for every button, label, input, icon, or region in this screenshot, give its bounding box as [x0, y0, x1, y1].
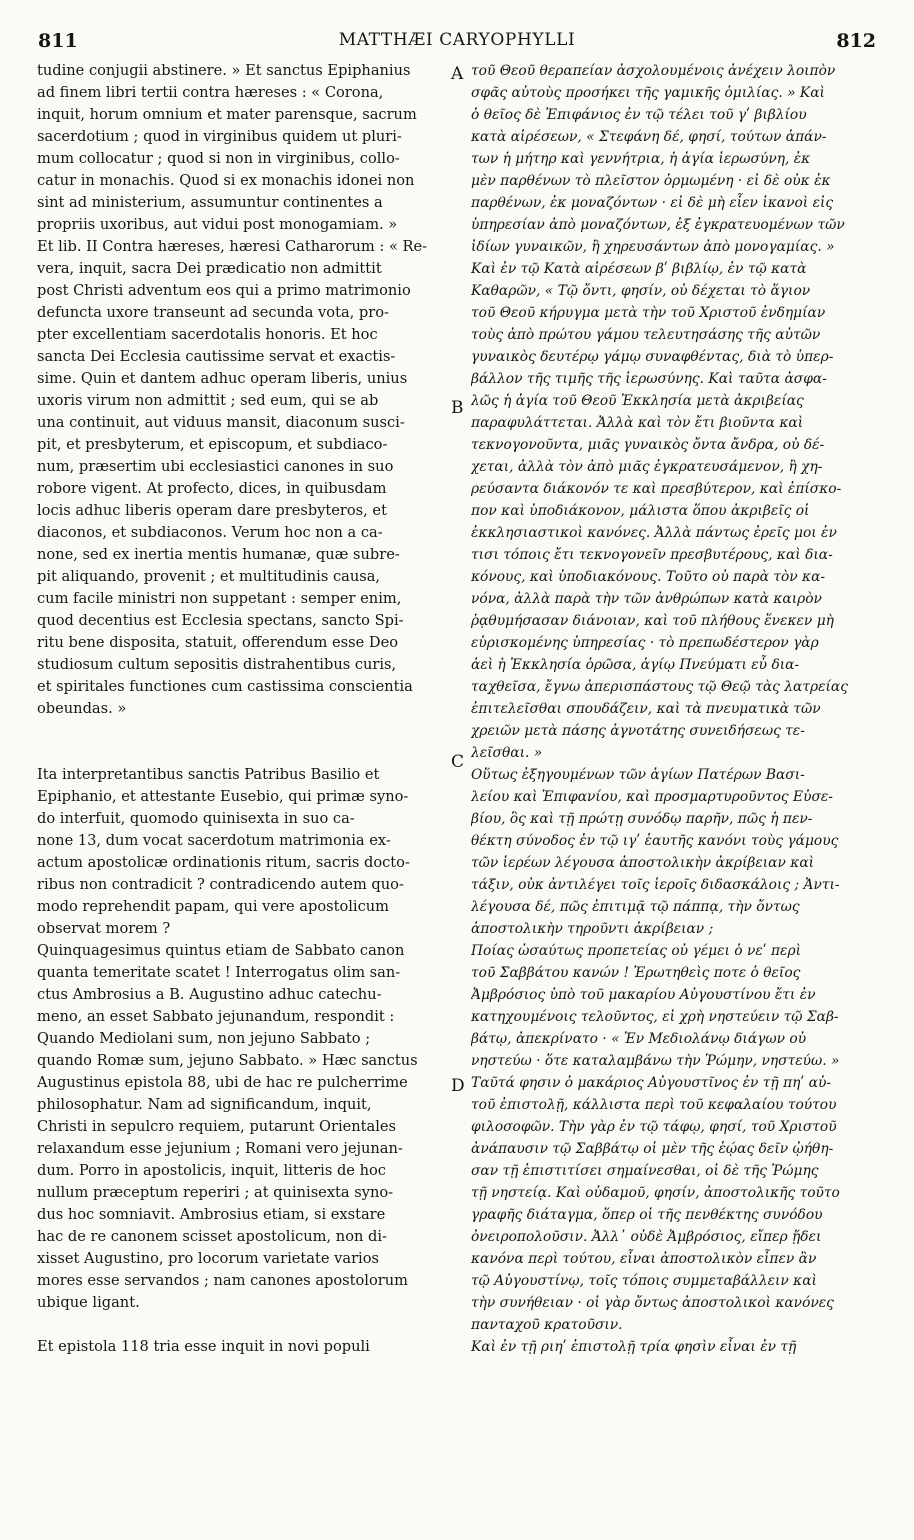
text-line: Ποίας ὡσαύτως προπετείας οὐ γέμει ὁ νεʹ περὶ	[471, 943, 801, 959]
text-line: ἐπιτελεῖσθαι σπουδάζειν, καὶ τὰ πνευματικὰ τῶν	[471, 701, 821, 717]
text-line: Epiphanio, et attestante Eusebio, qui primæ syno-	[37, 788, 409, 805]
text-line: νόνα, ἀλλὰ παρὰ τὴν τῶν ἀνθρώπων κατὰ καιρὸν	[471, 591, 822, 607]
text-line: observat morem ?	[37, 920, 171, 937]
text-line: ῥᾳθυμήσασαν διάνοιαν, καὶ τοῦ πλήθους ἕνεκεν μὴ	[471, 613, 834, 629]
text-line: ritu bene disposita, statuit, offerendum esse Deo	[37, 634, 398, 651]
text-line: ρεύσαντα διάκονόν τε καὶ πρεσβύτερον, καὶ ἐπίσκο-	[471, 481, 842, 497]
text-line: κανόνα περὶ τούτου, εἶναι ἀποστολικὸν εἶπεν ἂν	[471, 1251, 817, 1267]
text-line: σαν τῇ ἐπιστιτίσει σημαίνεσθαι, οἱ δὲ τῆς Ῥώμης	[471, 1163, 819, 1179]
text-line: Quinquagesimus quintus etiam de Sabbato canon	[37, 942, 405, 959]
text-line: mores esse servandos ; nam canones apostolorum	[37, 1272, 408, 1289]
text-line: γραφῆς διάταγμα, ὅπερ οἱ τῆς πενθέκτης συνόδου	[471, 1207, 823, 1223]
text-line: τοὺς ἀπὸ πρώτου γάμου τελευτησάσης τῆς αὐτῶν	[471, 327, 821, 343]
text-line: ἀνάπαυσιν τῷ Σαββάτῳ οἱ μὲν τῆς ἑῴας δεῖν ᾠήθη-	[471, 1141, 834, 1157]
text-line: quod decentius est Ecclesia spectans, sancto Spi-	[37, 612, 404, 629]
text-line: ἀεὶ ἡ Ἐκκλησία ὁρῶσα, ἁγίῳ Πνεύματι εὖ δια-	[471, 657, 800, 673]
text-line: ὀνειροπολοῦσιν. Ἀλλ᾽ οὐδὲ Ἀμβρόσιος, εἴπερ ᾔδει	[471, 1229, 822, 1245]
text-line: κατὰ αἱρέσεων, « Στεφάνη δέ, φησί, τούτων ἁπάν-	[471, 129, 827, 145]
text-line: do interfuit, quomodo quinisexta in suo ca-	[37, 810, 355, 827]
text-line: ctus Ambrosius a B. Augustino adhuc catechu-	[37, 986, 382, 1003]
text-line: ubique ligant.	[37, 1294, 140, 1311]
text-line: ribus non contradicit ? contradicendo autem quo-	[37, 876, 404, 893]
text-line: χεται, ἀλλὰ τὸν ἀπὸ μιᾶς ἐγκρατευσάμενον, ἢ χη-	[471, 459, 823, 475]
text-line: inquit, horum omnium et mater parensque, sacrum	[37, 106, 417, 123]
text-line: xisset Augustino, pro locorum varietate varios	[37, 1250, 379, 1267]
text-line: παραφυλάττεται. Ἀλλὰ καὶ τὸν ἔτι βιοῦντα καὶ	[471, 415, 804, 431]
text-line: pter excellentiam sacerdotalis honoris. Et hoc	[37, 326, 378, 343]
text-line: πανταχοῦ κρατοῦσιν.	[471, 1317, 623, 1333]
text-line: quando Romæ sum, jejuno Sabbato. » Hæc sanctus	[37, 1052, 418, 1069]
text-line: τοῦ ἐπιστολῇ, κάλλιστα περὶ τοῦ κεφαλαίου τούτου	[471, 1097, 837, 1113]
text-line: sancta Dei Ecclesia cautissime servat et exactis-	[37, 348, 396, 365]
text-line: τεκνογονοῦντα, μιᾶς γυναικὸς ὄντα ἄνδρα, οὐ δέ-	[471, 437, 825, 453]
text-line: post Christi adventum eos qui a primo matrimonio	[37, 282, 411, 299]
text-line: μὲν παρθένων τὸ πλεῖστον ὁρμωμένη · εἰ δὲ οὐκ ἐκ	[471, 173, 831, 189]
text-line: none 13, dum vocat sacerdotum matrimonia ex-	[37, 832, 391, 849]
text-line: diaconos, et subdiaconos. Verum hoc non a ca-	[37, 524, 383, 541]
text-line: ταχθεῖσα, ἔγνω ἀπερισπάστους τῷ Θεῷ τὰς λατρείας	[471, 679, 848, 695]
text-line: dus hoc somniavit. Ambrosius etiam, si exstare	[37, 1206, 386, 1223]
right-page-number: 812	[836, 30, 876, 52]
left-page-number: 811	[38, 30, 78, 52]
text-line: τάξιν, οὐκ ἀντιλέγει τοῖς ἱεροῖς διδασκάλοις ; Ἀντι-	[471, 877, 840, 893]
text-line: βάλλον τῆς τιμῆς τῆς ἱερωσύνης. Καὶ ταῦτα ἀσφα-	[471, 371, 827, 387]
text-line: catur in monachis. Quod si ex monachis idonei non	[37, 172, 415, 189]
text-line: ἐκκλησιαστικοὶ κανόνες. Ἀλλὰ πάντως ἐρεῖς μοι ἐν	[471, 525, 837, 541]
text-line: Οὕτως ἐξηγουμένων τῶν ἁγίων Πατέρων Βασι-	[471, 767, 805, 783]
text-line: τῷ Αὐγουστίνῳ, τοῖς τόποις συμμεταβάλλειν καὶ	[471, 1273, 817, 1289]
text-line: γυναικὸς δευτέρῳ γάμῳ συναφθέντας, διὰ τὸ ὑπερ-	[471, 349, 834, 365]
text-line: Et epistola 118 tria esse inquit in novi populi	[37, 1338, 370, 1355]
text-line: Quando Mediolani sum, non jejuno Sabbato ;	[37, 1030, 371, 1047]
text-line: una continuit, aut viduus mansit, diaconum susci-	[37, 414, 405, 431]
text-line: defuncta uxore transeunt ad secunda vota, pro-	[37, 304, 389, 321]
text-line: Ταῦτά φησιν ὁ μακάριος Αὐγουστῖνος ἐν τῇ πηʹ αὐ-	[471, 1075, 831, 1091]
text-line: num, præsertim ubi ecclesiastici canones in suo	[37, 458, 394, 475]
text-line: cum facile ministri non suppetant : semper enim,	[37, 590, 402, 607]
text-line: παρθένων, ἐκ μοναζόντων · εἰ δὲ μὴ εἶεν ἱκανοὶ εἰς	[471, 195, 834, 211]
text-line: pit aliquando, provenit ; et multitudinis causa,	[37, 568, 381, 585]
text-line: κατηχουμένοις τελοῦντος, εἰ χρὴ νηστεύειν τῷ Σαβ-	[471, 1009, 839, 1025]
text-line: χρειῶν μετὰ πάσης ἁγνοτάτης συνειδήσεως τε-	[471, 723, 805, 739]
running-title: MATTHÆI CARYOPHYLLI	[338, 30, 576, 50]
text-line: hac de re canonem scisset apostolicum, non di-	[37, 1228, 387, 1245]
text-line: Christi in sepulcro requiem, putarunt Orientales	[37, 1118, 397, 1135]
paragraph-gap	[37, 742, 445, 764]
text-line: τῇ νηστείᾳ. Καὶ οὐδαμοῦ, φησίν, ἀποστολικῆς τοῦτο	[471, 1185, 840, 1201]
text-line: τοῦ Θεοῦ θεραπείαν ἀσχολουμένοις ἀνέχειν λοιπὸν	[471, 63, 836, 79]
margin-marker-d: D	[451, 1076, 465, 1096]
text-line: κόνους, καὶ ὑποδιακόνους. Τοῦτο οὐ παρὰ τὸν κα-	[471, 569, 826, 585]
text-line: βάτῳ, ἀπεκρίνατο · « Ἐν Μεδιολάνῳ διάγων οὐ	[471, 1031, 807, 1047]
text-line: Ita interpretantibus sanctis Patribus Basilio et	[37, 766, 380, 783]
text-line: των ἡ μήτηρ καὶ γεννήτρια, ἡ ἁγία ἱερωσύνη, ἐκ	[471, 151, 811, 167]
text-line: λῶς ἡ ἁγία τοῦ Θεοῦ Ἐκκλησία μετὰ ἀκριβείας	[471, 393, 804, 409]
text-line: none, sed ex inertia mentis humanæ, quæ subre-	[37, 546, 400, 563]
paragraph-gap	[37, 1314, 445, 1336]
text-line: ὑπηρεσίαν ἀπὸ μοναζόντων, ἐξ ἐγκρατευομένων τῶν	[471, 217, 845, 233]
text-line: tudine conjugii abstinere. » Et sanctus Epiphanius	[37, 62, 411, 79]
text-line: τισι τόποις ἔτι τεκνογονεῖν πρεσβυτέρους, καὶ δια-	[471, 547, 833, 563]
text-line: pit, et presbyterum, et episcopum, et subdiaco-	[37, 436, 388, 453]
text-line: τοῦ Σαββάτου κανών ! Ἐρωτηθεὶς ποτε ὁ θεῖος	[471, 965, 801, 981]
margin-marker-a: A	[451, 64, 464, 84]
text-line: sint ad ministerium, assumuntur continentes a	[37, 194, 383, 211]
latin-column	[37, 60, 445, 1358]
text-line: relaxandum esse jejunium ; Romani vero jejunan-	[37, 1140, 403, 1157]
text-line: Καὶ ἐν τῇ ριηʹ ἐπιστολῇ τρία φησὶν εἶναι ἐν τῇ	[471, 1339, 797, 1355]
text-line: Et lib. II Contra hæreses, hæresi Catharorum : « Re-	[37, 238, 428, 255]
text-line: ὁ θεῖος δὲ Ἐπιφάνιος ἐν τῷ τέλει τοῦ γʹ βιβλίου	[471, 107, 807, 123]
text-line: modo reprehendit papam, qui vere apostolicum	[37, 898, 390, 915]
text-line: ἀποστολικὴν τηροῦντι ἀκρίβειαν ;	[471, 921, 714, 937]
text-line: τὴν συνήθειαν · οἱ γὰρ ὄντως ἀποστολικοὶ κανόνες	[471, 1295, 834, 1311]
text-line: σφᾶς αὐτοὺς προσήκει τῆς γαμικῆς ὁμιλίας. » Καὶ	[471, 85, 825, 101]
text-line: dum. Porro in apostolicis, inquit, litteris de hoc	[37, 1162, 386, 1179]
text-line: uxoris virum non admittit ; sed eum, qui se ab	[37, 392, 379, 409]
text-line: locis adhuc liberis operam dare presbyteros, et	[37, 502, 387, 519]
text-line: τῶν ἱερέων λέγουσα ἀποστολικὴν ἀκρίβειαν καὶ	[471, 855, 815, 871]
text-line: et spiritales functiones cum castissima conscientia	[37, 678, 413, 695]
text-line: robore vigent. At profecto, dices, in quibusdam	[37, 480, 387, 497]
text-line: λείου καὶ Ἐπιφανίου, καὶ προσμαρτυροῦντος Εὐσε-	[471, 789, 833, 805]
text-line: philosophatur. Nam ad significandum, inquit,	[37, 1096, 372, 1113]
text-line: vera, inquit, sacra Dei prædicatio non admittit	[37, 260, 382, 277]
text-line: λεῖσθαι. »	[471, 745, 543, 761]
text-line: ἰδίων γυναικῶν, ἢ χηρευσάντων ἀπὸ μονογαμίας. »	[471, 239, 835, 255]
margin-marker-b: B	[451, 398, 464, 418]
margin-marker-c: C	[451, 752, 465, 772]
text-line: φιλοσοφῶν. Τὴν γὰρ ἐν τῷ τάφῳ, φησί, τοῦ Χριστοῦ	[471, 1119, 837, 1135]
text-line: obeundas. »	[37, 700, 127, 717]
text-line: θέκτη σύνοδος ἐν τῷ ιγʹ ἑαυτῆς κανόνι τοὺς γάμους	[471, 833, 839, 849]
text-line: studiosum cultum sepositis distrahentibus curis,	[37, 656, 397, 673]
text-line: Augustinus epistola 88, ubi de hac re pulcherrime	[37, 1074, 408, 1091]
text-line: actum apostolicæ ordinationis ritum, sacris docto-	[37, 854, 410, 871]
text-line: nullum præceptum reperiri ; at quinisexta syno-	[37, 1184, 394, 1201]
greek-column	[471, 60, 879, 1358]
text-line: πον καὶ ὑποδιάκονον, μάλιστα ὅπου ἀκριβεῖς οἱ	[471, 503, 810, 519]
text-line: εὑρισκομένης ὑπηρεσίας · τὸ πρεπωδέστερον γὰρ	[471, 635, 819, 651]
text-line: νηστεύω · ὅτε καταλαμβάνω τὴν Ῥώμην, νηστεύω. »	[471, 1053, 840, 1069]
paragraph-gap	[37, 720, 445, 742]
text-line: sacerdotium ; quod in virginibus quidem ut pluri-	[37, 128, 402, 145]
text-line: sime. Quin et dantem adhuc operam liberis, unius	[37, 370, 408, 387]
text-line: Ἀμβρόσιος ὑπὸ τοῦ μακαρίου Αὐγουστίνου ἔτι ἐν	[471, 987, 816, 1003]
text-line: quanta temeritate scatet ! Interrogatus olim san-	[37, 964, 401, 981]
text-line: λέγουσα δέ, πῶς ἐπιτιμᾷ τῷ πάππᾳ, τὴν ὄντως	[471, 899, 800, 915]
text-line: Καὶ ἐν τῷ Κατὰ αἱρέσεων βʹ βιβλίῳ, ἐν τῷ κατὰ	[471, 261, 807, 277]
text-line: mum collocatur ; quod si non in virginibus, collo-	[37, 150, 400, 167]
text-line: Καθαρῶν, « Τῷ ὄντι, φησίν, οὐ δέχεται τὸ ἅγιον	[471, 283, 811, 299]
text-line: propriis uxoribus, aut vidui post monogamiam. »	[37, 216, 398, 233]
text-line: meno, an esset Sabbato jejunandum, respondit :	[37, 1008, 395, 1025]
text-line: τοῦ Θεοῦ κήρυγμα μετὰ τὴν τοῦ Χριστοῦ ἐνδημίαν	[471, 305, 826, 321]
text-line: ad finem libri tertii contra hæreses : « Corona,	[37, 84, 384, 101]
text-line: βίου, ὃς καὶ τῇ πρώτῃ συνόδῳ παρῆν, πῶς ἡ πεν-	[471, 811, 813, 827]
